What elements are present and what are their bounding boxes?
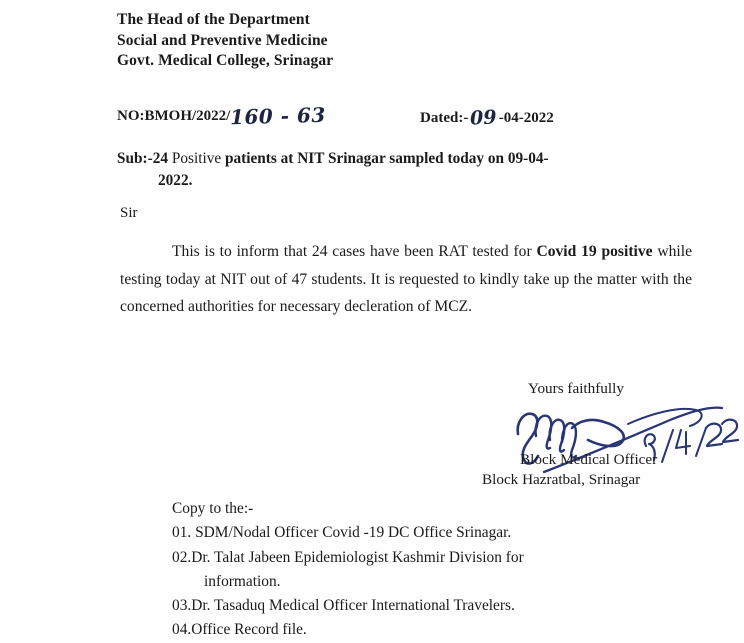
copy-to-item-text: Office Record file. — [191, 621, 307, 639]
subject-rest: patients at NIT Srinagar sampled today on 09-04- — [224, 150, 549, 167]
body-paragraph — [120, 238, 692, 321]
body-bold-positive: positive — [601, 243, 653, 260]
signature-block — [470, 380, 744, 500]
date-handwritten-day: 09 — [469, 106, 498, 130]
list-item — [172, 618, 692, 642]
body-text-part-2: while testing today at NIT out of 47 students. It is requested to kindly take up the matter with the concerned authorities for necessary decleration of MCZ. — [120, 243, 692, 315]
subject-continuation: 2022. — [158, 172, 193, 189]
closing-salutation: Yours faithfully — [528, 380, 624, 397]
reference-number — [117, 102, 327, 130]
copy-to-item-number: 02. — [172, 548, 192, 566]
copy-to-item-second-line: information. — [204, 572, 281, 590]
subject-prefix: Sub:-24 — [117, 150, 169, 167]
letterhead-line-1: The Head of the Department — [117, 11, 310, 28]
copy-to-heading: Copy to the:- — [172, 500, 254, 517]
subject-line — [117, 148, 692, 192]
signatory-office: Block Hazratbal, Srinagar — [482, 471, 641, 488]
copy-to-item-text: SDM/Nodal Officer Covid -19 DC Office Srinagar. — [191, 524, 512, 542]
letter-date — [420, 106, 554, 128]
body-bold-covid: Covid 19 — [536, 243, 597, 260]
copy-to-section — [172, 497, 692, 643]
date-printed-rest: -04-2022 — [498, 110, 554, 126]
copy-to-item-text: Dr. Talat Jabeen Epidemiologist Kashmir Division for — [191, 548, 524, 566]
copy-to-item-number: 04. — [172, 621, 192, 639]
reference-handwritten-number: 160 - 63 — [230, 102, 327, 130]
date-label: Dated:- — [420, 110, 469, 126]
list-item — [172, 546, 692, 595]
salutation: Sir — [120, 205, 138, 221]
copy-to-item-text: Dr. Tasaduq Medical Officer International Travelers. — [191, 597, 515, 615]
letterhead-address — [117, 10, 537, 72]
copy-to-list — [172, 521, 692, 642]
copy-to-item-number: 01. — [172, 524, 192, 542]
letterhead-line-3: Govt. Medical College, Srinagar — [117, 52, 334, 69]
signatory-designation: Block Medical Officer — [520, 451, 658, 468]
body-text-part-1: This is to inform that 24 cases have been RAT tested for — [172, 243, 537, 260]
subject-light-word: Positive — [171, 150, 222, 167]
list-item — [172, 521, 692, 545]
reference-label: NO:BMOH/2022/ — [117, 108, 231, 124]
letterhead-line-2: Social and Preventive Medicine — [117, 31, 328, 49]
list-item — [172, 594, 692, 618]
copy-to-item-number: 03. — [172, 597, 192, 615]
